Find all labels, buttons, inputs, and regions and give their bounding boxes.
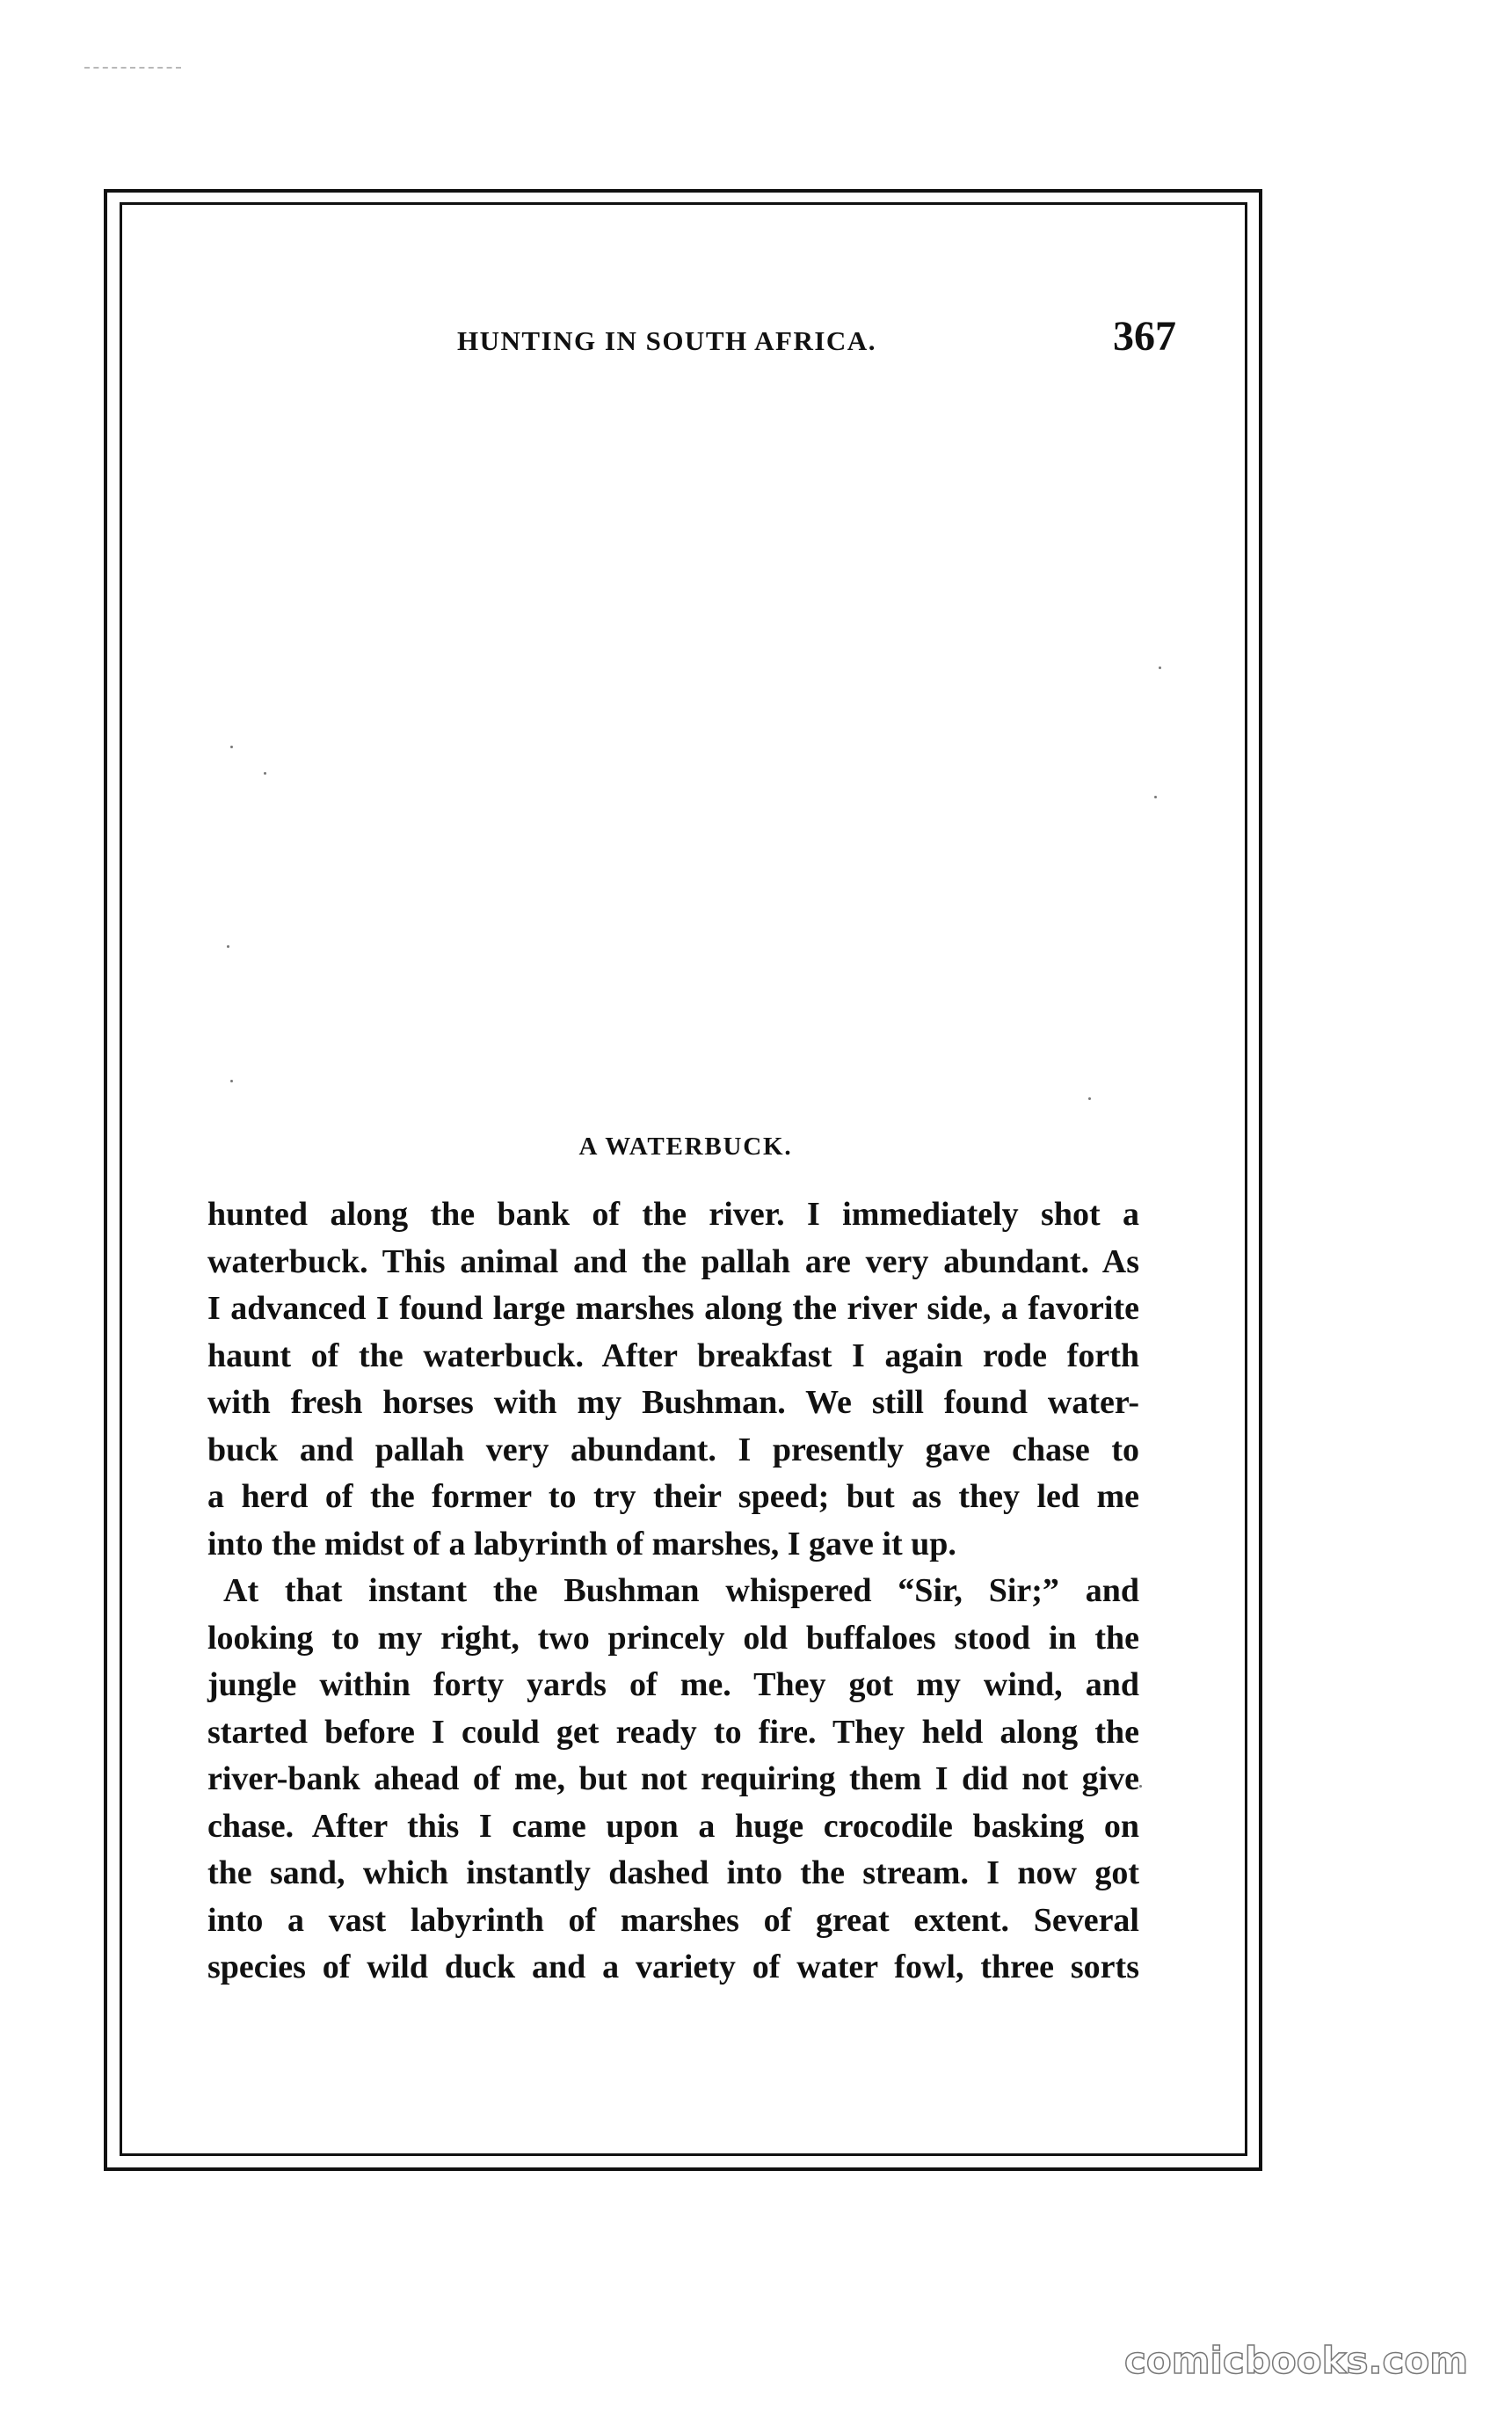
print-speck (1139, 1785, 1142, 1788)
text-line: haunt of the waterbuck. After breakfast I again rode forth (207, 1337, 1139, 1374)
text-line: the sand, which instantly dashed into the stream. I now got (207, 1854, 1139, 1891)
text-line: into a vast labyrinth of marshes of great extent. Several (207, 1901, 1139, 1939)
text-line: river-bank ahead of me, but not requiring them I did not give (207, 1760, 1139, 1797)
text-line: species of wild duck and a variety of water fowl, three sorts (207, 1948, 1139, 1985)
print-speck (1159, 666, 1161, 669)
body-text (207, 1191, 1139, 2027)
print-speck (264, 772, 266, 775)
text-line: started before I could get ready to fire. They held along the (207, 1713, 1139, 1751)
print-speck (230, 1080, 233, 1082)
text-line: waterbuck. This animal and the pallah are very abundant. As (207, 1242, 1139, 1280)
print-speck (1088, 1097, 1091, 1100)
print-speck (230, 746, 233, 748)
text-line: jungle within forty yards of me. They got my wind, and (207, 1666, 1139, 1703)
text-line: into the midst of a labyrinth of marshes, I gave it up. (207, 1525, 956, 1562)
text-line: hunted along the bank of the river. I immediately shot a (207, 1196, 1139, 1233)
running-head: HUNTING IN SOUTH AFRICA. (457, 325, 876, 356)
text-line: At that instant the Bushman whispered “Sir, Sir;” and (223, 1572, 1139, 1609)
page-number: 367 (1113, 313, 1176, 360)
text-line: chase. After this I came upon a huge crocodile basking on (207, 1807, 1139, 1845)
text-line: a herd of the former to try their speed; but as they led me (207, 1478, 1139, 1515)
text-line: I advanced I found large marshes along the river side, a favorite (207, 1290, 1139, 1327)
text-line: with fresh horses with my Bushman. We still found water- (207, 1384, 1139, 1421)
edge-mark (84, 67, 181, 69)
text-line: buck and pallah very abundant. I presently gave chase to (207, 1431, 1139, 1468)
print-speck (227, 945, 229, 948)
print-speck (1154, 796, 1157, 798)
text-line: looking to my right, two princely old buffaloes stood in the (207, 1619, 1139, 1657)
plate-caption: A WATERBUCK. (578, 1133, 793, 1161)
watermark: comicbooks.com (1124, 2339, 1468, 2382)
